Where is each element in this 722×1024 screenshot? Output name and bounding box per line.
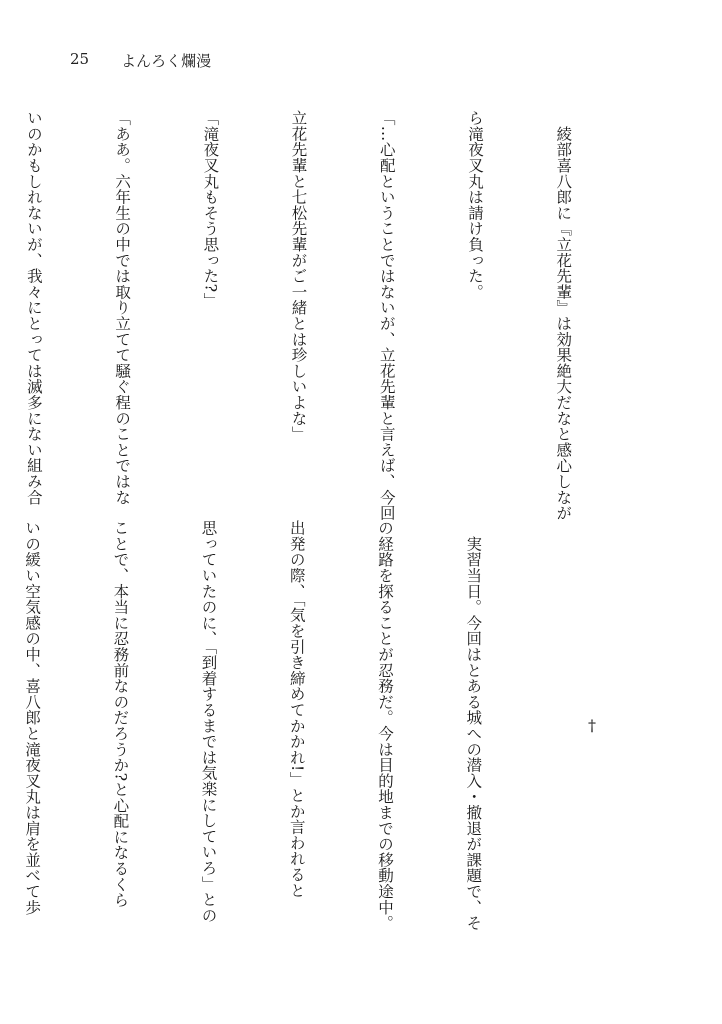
- section-break-mark: †: [588, 716, 596, 735]
- text-line: ことで、本当に忍務前なのだろうか?と心配になるくら: [111, 520, 130, 908]
- bottom-text-block: [0, 520, 546, 930]
- text-line: いの緩い空気感の中、喜八郎と滝夜叉丸は肩を並べて歩: [23, 520, 42, 915]
- text-line: いのかもしれないが、我々にとっては滅多にない組み合: [24, 110, 43, 505]
- top-text-block: [0, 110, 636, 521]
- page-header: [70, 50, 211, 71]
- text-line: 「滝夜叉丸もそう思った?」: [201, 110, 220, 309]
- text-line: 「…心配ということではないが、立花先輩と言えば、今回: [377, 110, 396, 521]
- text-line: ら滝夜叉丸は請け負った。: [465, 110, 484, 300]
- text-line: 思っていたのに、「到着するまでは気楽にしていろ」との: [199, 520, 218, 924]
- text-line: の経路を探ることが忍務だ。今は目的地までの移動途中。: [375, 520, 394, 931]
- text-line: 綾部喜八郎に『立花先輩』は効果絶大だなと感心しなが: [554, 110, 573, 521]
- text-line: 実習当日。今回はとある城への潜入・撤退が課題で、そ: [464, 520, 483, 931]
- book-title: よんろく爛漫: [121, 52, 212, 70]
- text-line: 「ああ。六年生の中では取り立てて騒ぐ程のことではな: [113, 110, 132, 505]
- page-number: 25: [70, 50, 90, 68]
- text-line: 立花先輩と七松先輩がご一緒とは珍しいよな」: [289, 110, 308, 442]
- text-line: 出発の際、「気を引き締めてかかれ!」とか言われると: [287, 520, 306, 898]
